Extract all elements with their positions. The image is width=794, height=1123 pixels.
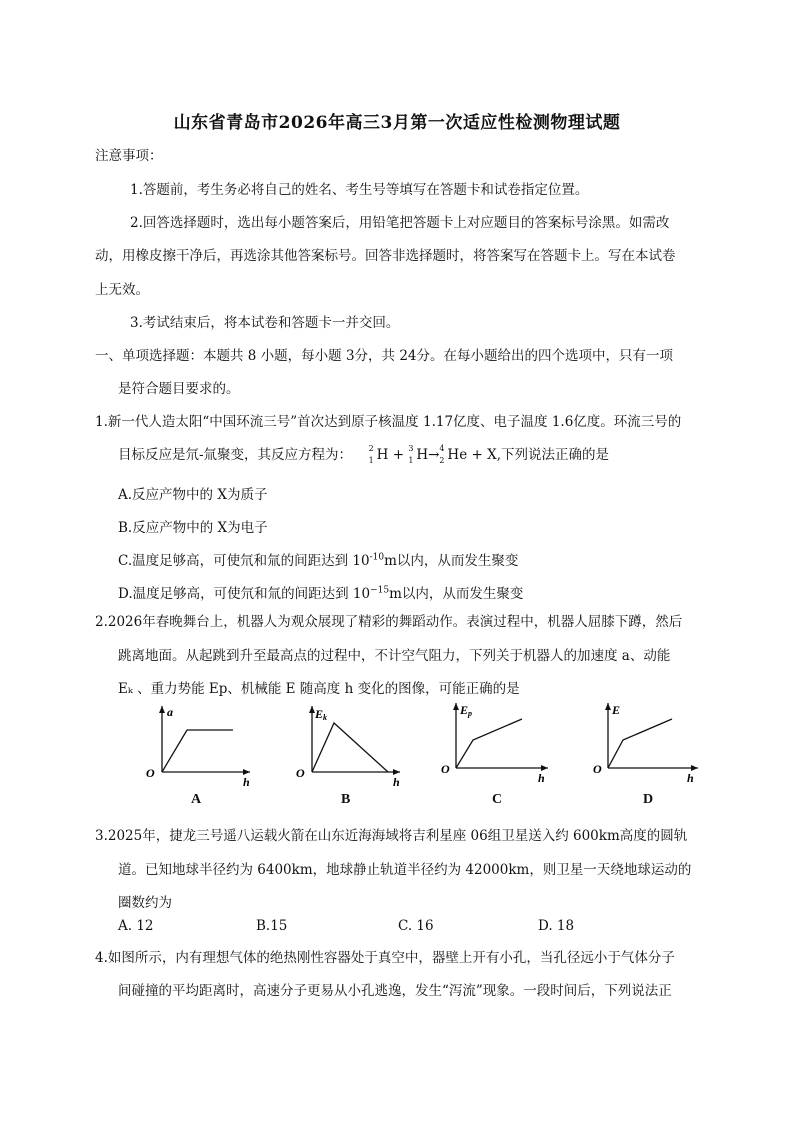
q1-stem-line-1: 1.新一代人造太阳“中国环流三号”首次达到原子核温度 1.17亿度、电子温度 1.6亿度。环流三号的: [95, 414, 682, 430]
q1-option-b: B.反应产物中的 X为电子: [118, 520, 268, 536]
q3-option-b: B.15: [256, 918, 288, 934]
q3-option-c: C. 16: [398, 918, 434, 934]
notice-item-2-line-3: 上无效。: [95, 282, 149, 298]
page-title: 山东省青岛市2026年高三3月第一次适应性检测物理试题: [173, 113, 621, 133]
graph-a-y-label: a: [167, 705, 173, 719]
q1-option-a: A.反应产物中的 X为质子: [118, 487, 268, 503]
q2-stem-line-2: 跳离地面。从起跳到升至最高点的过程中，不计空气阻力，下列关于机器人的加速度 a、动能: [118, 648, 671, 664]
q2-graph-b-label: B: [341, 792, 351, 807]
nuclide-helium: 4 2: [439, 444, 445, 465]
notice-item-3: 3.考试结束后，将本试卷和答题卡一并交回。: [130, 315, 400, 331]
nuclide-deuterium: 2 1: [368, 444, 374, 465]
q2-graph-a-label: A: [191, 792, 202, 807]
graph-b-y-label: Ek: [315, 707, 328, 722]
q2-stem-line-1: 2.2026年春晚舞台上，机器人为观众展现了精彩的舞蹈动作。表演过程中，机器人屈膝下蹲，然后: [95, 614, 683, 630]
section-heading-cont: 是符合题目要求的。: [118, 381, 240, 397]
graph-b-x-label: h: [393, 775, 400, 789]
notice-item-2-line-2: 动，用橡皮擦干净后，再选涂其他答案标号。回答非选择题时，将答案写在答题卡上。写在本试卷: [95, 248, 676, 264]
q3-option-d: D. 18: [538, 918, 575, 934]
graph-c-x-label: h: [538, 771, 545, 785]
q2-graph-c-label: C: [492, 792, 503, 807]
q3-stem-line-1: 3.2025年，捷龙三号遥八运载火箭在山东近海海域将吉利星座 06组卫星送入约 600km高度的圆轨: [95, 828, 688, 844]
section-heading: 一、单项选择题：本题共 8 小题，每小题 3分，共 24分。在每小题给出的四个选项中，只有一项: [95, 348, 674, 364]
graph-a-x-label: h: [243, 775, 250, 789]
notice-item-1: 1.答题前，考生务必将自己的姓名、考生号等填写在答题卡和试卷指定位置。: [130, 182, 589, 198]
graph-c-origin: O: [441, 762, 450, 776]
q1-stem-line-2: 目标反应是氘-氚聚变，其反应方程为： 2 1 H + 3 1 H→ 4 2 He + X,下列说法正确的是: [118, 444, 609, 465]
nuclide-tritium: 3 1: [408, 444, 414, 465]
q3-stem-line-2: 道。已知地球半径约为 6400km，地球静止轨道半径约为 42000km，则卫星一天绕地球运动的: [118, 862, 692, 878]
graph-a-origin: O: [146, 766, 155, 780]
notice-item-2-line-1: 2.回答选择题时，选出每小题答案后，用铅笔把答题卡上对应题目的答案标号涂黑。如需改: [130, 215, 670, 231]
graph-d-y-label: E: [612, 703, 621, 717]
q2-stem-line-3: Eₖ 、重力势能 Ep、机械能 E 随高度 h 变化的图像，可能正确的是: [118, 681, 520, 697]
q3-option-a: A. 12: [118, 918, 154, 934]
notice-heading: 注意事项：: [95, 148, 163, 164]
q1-option-d: D.温度足够高，可使氘和氚的间距达到 $10^{-15}m$以内，从而发生聚变: [118, 585, 524, 602]
q4-stem-line-1: 4.如图所示，内有理想气体的绝热刚性容器处于真空中，器壁上开有小孔，当孔径远小于气体分子: [95, 950, 675, 966]
graph-d-origin: O: [593, 762, 602, 776]
graph-d-x-label: h: [687, 771, 694, 785]
q2-graph-d-label: D: [643, 792, 654, 807]
q1-option-c: C.温度足够高，可使氘和氚的间距达到 $10^{-10}m$以内，从而发生聚变: [118, 552, 519, 569]
graph-c-y-label: Ep: [460, 703, 473, 718]
graph-b-origin: O: [296, 766, 305, 780]
q4-stem-line-2: 间碰撞的平均距离时，高速分子更易从小孔逃逸，发生“泻流”现象。一段时间后，下列说法正: [118, 983, 672, 999]
q3-stem-line-3: 圈数约为: [118, 895, 172, 911]
